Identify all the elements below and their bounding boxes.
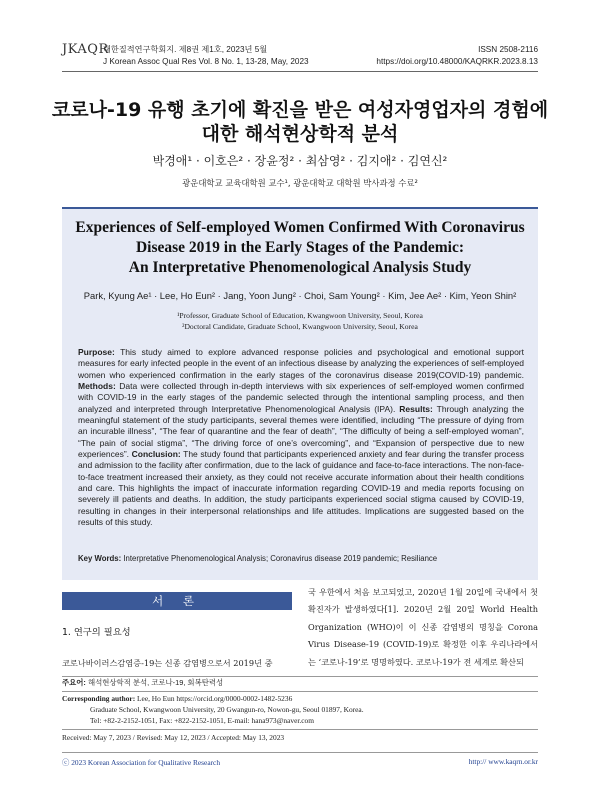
methods-text: Data were collected through in-depth interviews with six experiences of self-employed women confirmed with COVID-19 in the early stages of the pandemic selected through the intentional sampling process, and then analyzed and interpreted through Interpretative Phenomenological Analysis (IPA).	[78, 381, 524, 414]
keywords	[78, 554, 524, 563]
body-right-column: 국 우한에서 처음 보고되었고, 2020년 1월 20일에 국내에서 첫 확진자가 발생하였다[1]. 2020년 2월 20일 World Health Organization (WHO)이 이 신종 감염병의 명칭을 Corona Virus Disease-19 (COVID-19)로 확정한 이후 우리나라에서는 ‘코로나-19’로 명명하였다. 코로나-19가 전 세계로 확산되	[308, 587, 538, 667]
footnote-divider	[62, 691, 538, 692]
conclusion-text: The study found that participants experienced anxiety and fear during the transfer process and admission to the facility after confirmation, due to the lack of guidance and face-to-face interactions. The non-face-to-face treatment increased their anxiety, as they could not receive accurate information about their health conditions and care. This highlights the impact of inaccurate information regarding COVID-19 and media reports focusing on severely ill patients and deaths. In addition, the study participants experienced social stigma caused by COVID-19, resulting in changes in their interpersonal relationships and life attitudes. Implications are suggested based on the results of this study.	[78, 449, 524, 528]
corresponding-label: Corresponding author:	[62, 694, 136, 703]
journal-logo: JKAQR	[62, 42, 109, 57]
corresponding-text: Lee, Ho Eun https://orcid.org/0000-0002-1482-5236	[135, 694, 293, 703]
english-affiliations	[62, 310, 538, 332]
footnote-rule	[62, 676, 538, 677]
korean-title-line2: 대한 해석현상학적 분석	[201, 123, 399, 145]
korean-keywords-label: 주요어:	[62, 678, 86, 687]
english-title	[62, 218, 538, 278]
korean-keywords-text: 해석현상학적 분석, 코로나-19, 회복탄력성	[85, 678, 224, 687]
korean-affiliation: 광운대학교 교육대학원 교수¹, 광운대학교 대학원 박사과정 수료²	[182, 178, 418, 188]
keywords-text: Interpretative Phenomenological Analysis; Coronavirus disease 2019 pandemic; Resiliance	[121, 554, 438, 563]
author-contact: Tel: +82-2-2152-1051, Fax: +822-2152-1051, E-mail: hana973@naver.com	[90, 716, 314, 725]
header-rule	[62, 71, 538, 72]
korean-title	[0, 98, 600, 146]
english-title-line3: An Interpretative Phenomenological Analysis Study	[128, 259, 472, 276]
journal-citation	[103, 44, 309, 68]
english-authors: Park, Kyung Ae¹ · Lee, Ho Eun² · Jang, Yoon Jung² · Choi, Sam Young² · Kim, Jee Ae² · Kim, Yeon Shin²	[83, 290, 517, 301]
doi-link[interactable]: https://doi.org/10.48000/KAQRKR.2023.8.13	[376, 57, 538, 66]
korean-authors: 박경애¹ · 이호은² · 장윤정² · 최삼영² · 김지애² · 김연신²	[152, 154, 448, 168]
korean-keywords	[62, 678, 223, 689]
corresponding-author	[62, 694, 292, 705]
subsection-heading: 1. 연구의 필요성	[62, 627, 131, 638]
section-heading-introduction: 서 론	[62, 592, 292, 610]
website-link[interactable]: http:// www.kaqrn.or.kr	[468, 757, 538, 766]
issn: ISSN 2508-2116	[478, 45, 538, 54]
author-address: Graduate School, Kwangwoon University, 20 Gwangun-ro, Nowon-gu, Seoul 01897, Korea.	[90, 705, 364, 714]
purpose-label: Purpose:	[78, 347, 115, 357]
english-title-line2: Disease 2019 in the Early Stages of the Pandemic:	[135, 239, 465, 256]
dates-rule	[62, 729, 538, 730]
english-title-line1: Experiences of Self-employed Women Confirmed With Coronavirus	[75, 219, 525, 236]
korean-title-line1: 코로나-19 유행 초기에 확진을 받은 여성자영업자의 경험에	[51, 99, 549, 121]
results-text: Through analyzing the meaningful statement of the study participants, several themes were identified, including “The pressure of dying from an incurable illness”, “The fear of quarantine and the fear of death”, “The difficulty of being a self-employed woman”, “The pain of social stigma”, “The driving force of one’s overcoming”, and “Expansion of perspective due to new experiences”.	[78, 403, 525, 460]
publication-dates: Received: May 7, 2023 / Revised: May 12, 2023 / Accepted: May 13, 2023	[62, 733, 285, 742]
abstract-text	[78, 347, 524, 529]
body-left-column: 코로나바이러스감염증-19는 신종 감염병으로서 2019년 중	[62, 658, 273, 668]
issn-doi	[376, 44, 538, 68]
results-label: Results:	[399, 403, 433, 414]
keywords-label: Key Words:	[78, 554, 122, 563]
conclusion-label: Conclusion:	[131, 449, 181, 460]
purpose-text: This study aimed to explore advanced response policies and psychological and emotional support measures for early infected people in the event of an infectious disease by analyzing the experiences of self-employed women who experienced confirmation in the early stages of the coronavirus disease 2019(COVID-19) pandemic.	[78, 347, 524, 380]
affiliation-2: ²Doctoral Candidate, Graduate School, Kwangwoon University, Seoul, Korea	[182, 322, 418, 331]
methods-label: Methods:	[78, 381, 116, 392]
journal-citation-en: J Korean Assoc Qual Res Vol. 8 No. 1, 13-28, May, 2023	[103, 57, 309, 66]
footer-rule	[62, 752, 538, 753]
affiliation-1: ¹Professor, Graduate School of Education, Kwangwoon University, Seoul, Korea	[177, 311, 423, 320]
copyright: ⓒ 2023 Korean Association for Qualitative Research	[62, 758, 221, 767]
journal-citation-ko: 대한질적연구학회지. 제8권 제1호, 2023년 5월	[103, 45, 268, 54]
